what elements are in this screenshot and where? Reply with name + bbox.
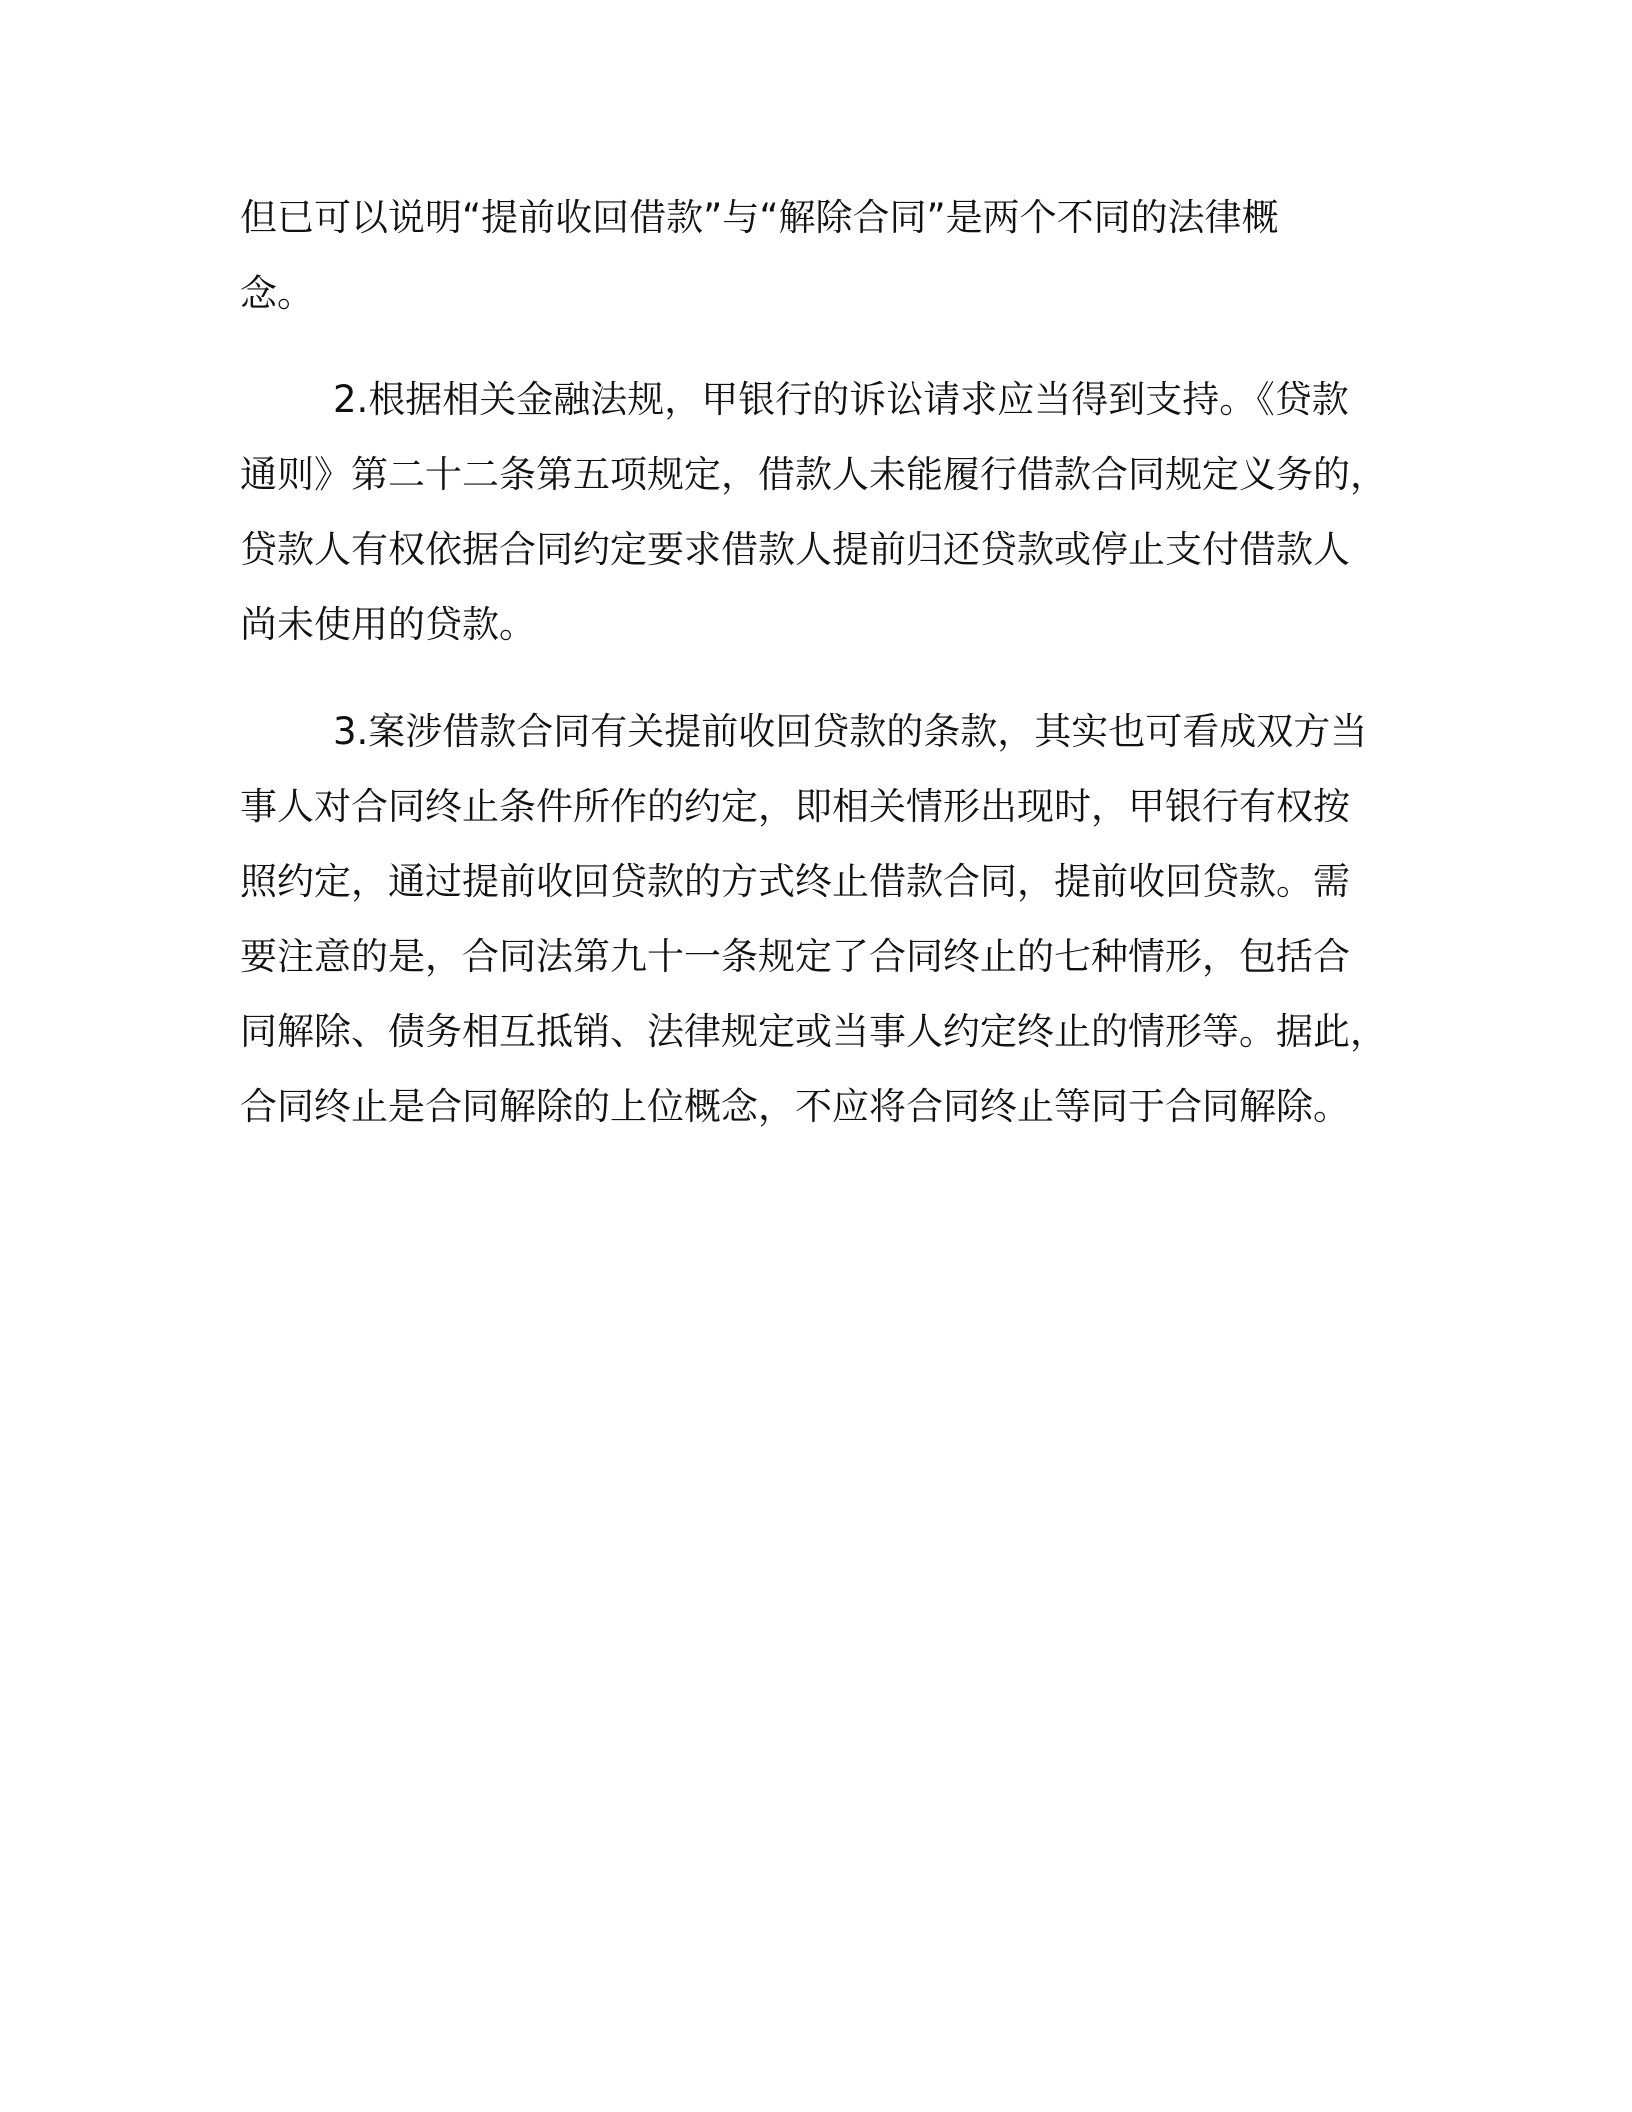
paragraph-1-line-1: 但已可以说明“提前收回借款”与“解除合同”是两个不同的法律概: [240, 196, 1279, 239]
paragraph-1-line-2: 念。: [240, 272, 314, 315]
paragraph-2-line-3: 贷款人有权依据合同约定要求借款人提前归还贷款或停止支付借款人: [240, 528, 1350, 571]
paragraph-3-line-5: 同解除、债务相互抵销、法律规定或当事人约定终止的情形等。据此，: [240, 1010, 1387, 1053]
paragraph-2-line-2: 通则》第二十二条第五项规定，借款人未能履行借款合同规定义务的，: [240, 453, 1387, 496]
paragraph-2-line-4: 尚未使用的贷款。: [240, 603, 536, 646]
paragraph-3-line-1: 3.案涉借款合同有关提前收回贷款的条款，其实也可看成双方当: [333, 710, 1368, 753]
paragraph-2-line-1: 2.根据相关金融法规，甲银行的诉讼请求应当得到支持。《贷款: [333, 378, 1349, 421]
paragraph-3-line-3: 照约定，通过提前收回贷款的方式终止借款合同，提前收回贷款。需: [240, 860, 1350, 903]
paragraph-3-line-4: 要注意的是，合同法第九十一条规定了合同终止的七种情形，包括合: [240, 935, 1350, 978]
paragraph-3-line-6: 合同终止是合同解除的上位概念，不应将合同终止等同于合同解除。: [240, 1085, 1350, 1128]
paragraph-3-line-2: 事人对合同终止条件所作的约定，即相关情形出现时，甲银行有权按: [240, 785, 1350, 828]
